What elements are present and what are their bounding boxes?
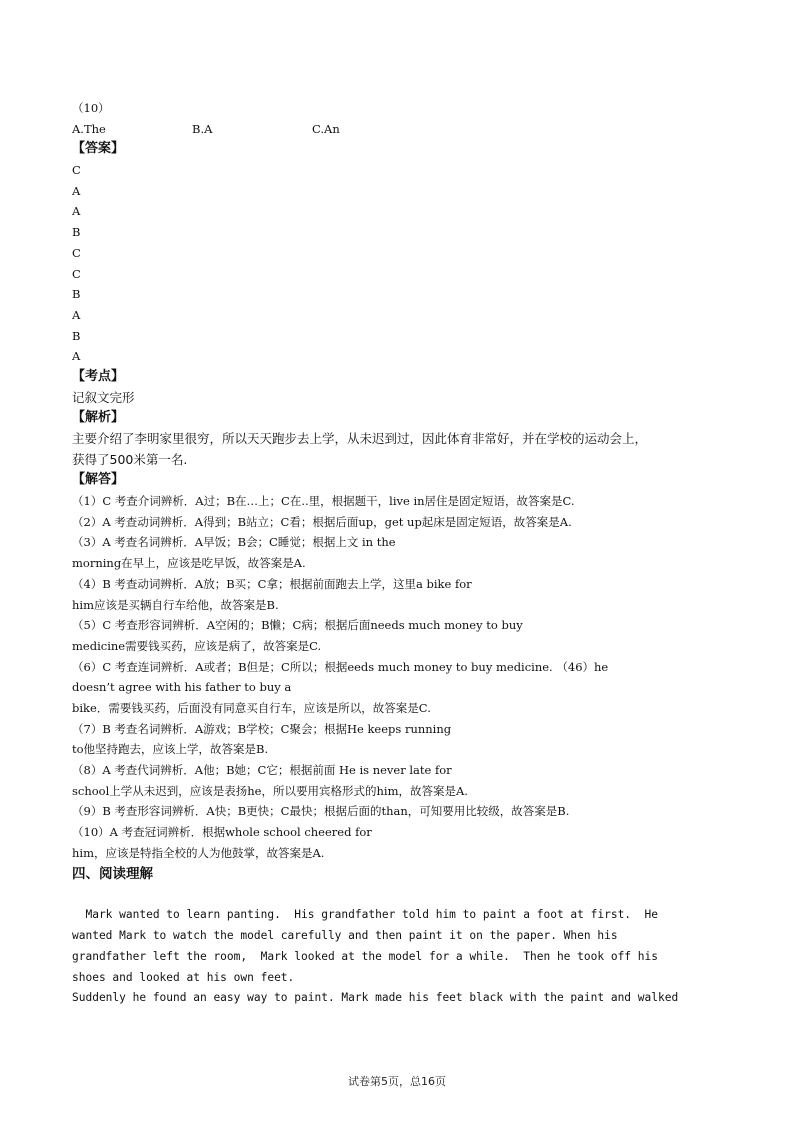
jieda-line: （8）A 考查代词辨析．A他；B她；C它；根据前面 He is never late for (72, 763, 452, 777)
jieda-line: （3）A 考查名词辨析．A早饭；B会；C睡觉；根据上文 in the (72, 535, 396, 550)
answer-item: B (72, 287, 81, 302)
answer-item: C (72, 245, 81, 260)
jiexi-line: 主要介绍了李明家里很穷，所以天天跑步去上学，从未迟到过，因此体育非常好，并在学校的运动会上， (72, 431, 648, 446)
jiexi-line: 获得了500米第一名. (72, 451, 188, 467)
jieda-line: （7）B 考查名词辨析．A游戏；B学校；C聚会；根据He keeps running (72, 721, 452, 736)
kaodian-text: 记叙文完形 (72, 389, 135, 405)
jieda-line: him应该是买辆自行车给他，故答案是B. (72, 597, 279, 612)
jieda-line: doesn’t agree with his father to buy a (72, 680, 292, 695)
jieda-line: morning在早上，应该是吃早饭，故答案是A. (72, 556, 306, 571)
jieda-line: （4）B 考查动词辨析．A放；B买；C拿；根据前面跑去上学，这里a bike for (72, 576, 472, 591)
jieda-line: to他坚持跑去，应该上学，故答案是B. (72, 742, 269, 757)
jieda-line: medicine需要钱买药，应该是病了，故答案是C. (72, 638, 322, 653)
reading-line: Mark wanted to learn panting. His grandfather told him to paint a foot at first. He (72, 908, 658, 922)
option-a: A.The (72, 121, 106, 136)
reading-line: shoes and looked at his own feet. (72, 970, 295, 984)
question-number: （10） (72, 101, 110, 115)
jieda-line: bike．需要钱买药，后面没有同意买自行车，应该是所以，故答案是C. (72, 700, 431, 715)
kaodian-heading: 【考点】 (72, 368, 125, 384)
page-footer: 试卷第5页，总16页 (348, 1075, 446, 1088)
reading-line: wanted Mark to watch the model carefully and then paint it on the paper. When his (72, 929, 618, 943)
reading-section-title: 四、阅读理解 (72, 866, 153, 883)
jieda-line: （6）C 考查连词辨析．A或者；B但是；C所以；根据eeds much money to buy medicine. （46）he (72, 659, 609, 674)
question-options (72, 119, 722, 140)
answer-item: B (72, 225, 81, 240)
jieda-line: （9）B 考查形容词辨析．A快；B更快；C最快；根据后面的than，可知要用比较级，故答案是B. (72, 804, 570, 819)
answer-item: B (72, 328, 81, 343)
answer-item: C (72, 163, 81, 178)
reading-line: Suddenly he found an easy way to paint. Mark made his feet black with the paint and walked (72, 991, 679, 1005)
jiexi-heading: 【解析】 (72, 410, 125, 426)
jieda-line: him，应该是特指全校的人为他鼓掌，故答案是A. (72, 845, 325, 860)
jieda-line: （10）A 考查冠词辨析．根据whole school cheered for (72, 825, 372, 840)
reading-line: grandfather left the room, Mark looked at the model for a while. Then he took off his (72, 949, 658, 963)
answer-item: C (72, 266, 81, 281)
answer-item: A (72, 307, 81, 322)
answer-item: A (72, 204, 81, 219)
answer-item: A (72, 183, 81, 198)
jieda-line: （2）A 考查动词辨析．A得到；B站立；C看；根据后面up，get up起床是固定短语，故答案是A. (72, 514, 572, 529)
jieda-heading: 【解答】 (72, 472, 125, 488)
answer-item: A (72, 349, 81, 364)
document-page (72, 98, 722, 1009)
section-spacer (72, 885, 722, 905)
option-c: C.An (312, 121, 340, 136)
jieda-line: （5）C 考查形容词辨析．A空闲的；B懒；C病；根据后面needs much money to buy (72, 618, 523, 633)
jieda-line: school上学从未迟到，应该是表扬he，所以要用宾格形式的him，故答案是A. (72, 783, 468, 798)
answer-heading: 【答案】 (72, 141, 125, 157)
option-b: B.A (192, 121, 213, 136)
jieda-line: （1）C 考查介词辨析．A过；B在…上；C在..里，根据题干，live in居住是固定短语，故答案是C. (72, 494, 575, 509)
